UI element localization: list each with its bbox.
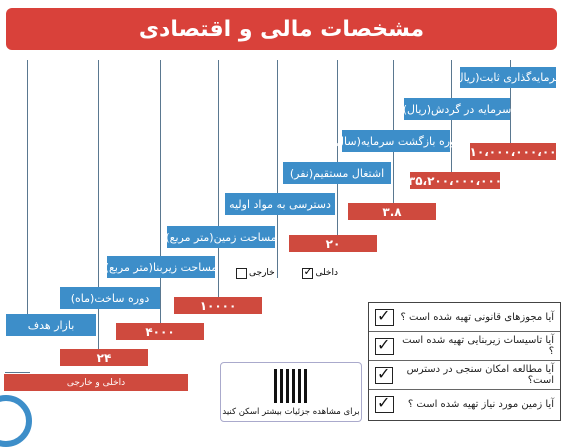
step-value-construction-period: ۲۴ (60, 349, 148, 366)
checkbox-unchecked-icon[interactable] (236, 268, 247, 279)
step-label-building-area: مساحت زیربنا(متر مربع) (107, 256, 215, 278)
connector-line (160, 60, 161, 326)
checklist-item (369, 361, 560, 390)
step-value-building-area: ۴۰۰۰ (116, 323, 204, 340)
checklist-question: آیا تاسیسات زیربنایی تهیه شده است ؟ (402, 335, 554, 357)
connector-line (277, 60, 278, 278)
step-label-land-area: مساحت زمین(متر مربع) (167, 226, 275, 248)
connector-line (27, 60, 28, 323)
option-foreign-label: خارجی (249, 268, 275, 278)
step-label-direct-employment: اشتغال مستقیم(نفر) (283, 162, 391, 184)
step-label-raw-material-access: دسترسی به مواد اولیه (225, 193, 335, 215)
checkbox-checked-icon[interactable]: ✓ (375, 367, 393, 384)
step-value-direct-employment: ۲۰ (289, 235, 377, 252)
decorative-circle (0, 395, 32, 447)
option-domestic-label: داخلی (315, 268, 338, 278)
checklist-item (369, 303, 560, 332)
checklist-item (369, 332, 560, 361)
checklist-item (369, 390, 560, 418)
step-label-fixed-investment: سرمایه‌گذاری ثابت(ریال) (460, 67, 556, 88)
checkbox-checked-icon[interactable]: ✓ (375, 396, 394, 413)
option-domestic (302, 264, 338, 279)
connector-line (337, 60, 338, 240)
step-value-target-market: داخلی و خارجی (4, 374, 188, 391)
connector-line (5, 372, 30, 373)
step-value-payback-period: ۳.۸ (348, 203, 436, 220)
checkbox-checked-icon[interactable]: ✓ (375, 338, 394, 355)
checklist-question: آیا مجوزهای قانونی تهیه شده است ؟ (400, 311, 554, 323)
raw-material-options (236, 266, 338, 280)
step-value-working-capital: ۳۵،۲۰۰،۰۰۰،۰۰۰ (407, 173, 503, 188)
page-title: مشخصات مالی و اقتصادی (6, 8, 557, 50)
step-value-fixed-investment: ۲۱۰،۰۰۰،۰۰۰،۰۰۰ (462, 144, 564, 159)
checkbox-checked-icon[interactable]: ✓ (303, 264, 313, 278)
checklist-question: آیا مطالعه امکان سنجی در دسترس است؟ (406, 364, 554, 386)
checklist-question: آیا زمین مورد نیاز تهیه شده است ؟ (407, 398, 554, 410)
checklist (368, 302, 561, 421)
qr-panel (220, 362, 362, 422)
step-value-land-area: ۱۰۰۰۰ (174, 297, 262, 314)
option-foreign (236, 268, 275, 279)
step-label-construction-period: دوره ساخت(ماه) (60, 287, 160, 309)
step-label-target-market: بازار هدف (6, 314, 96, 336)
step-label-working-capital: سرمایه در گردش(ریال) (404, 98, 510, 120)
connector-line (218, 60, 219, 300)
qr-code-icon[interactable] (274, 369, 308, 403)
checkbox-checked-icon[interactable]: ✓ (375, 309, 394, 326)
qr-label: برای مشاهده جزئیات بیشتر اسکن کنید (222, 407, 360, 417)
step-label-payback-period: دوره بازگشت سرمایه(سال) (342, 130, 450, 152)
